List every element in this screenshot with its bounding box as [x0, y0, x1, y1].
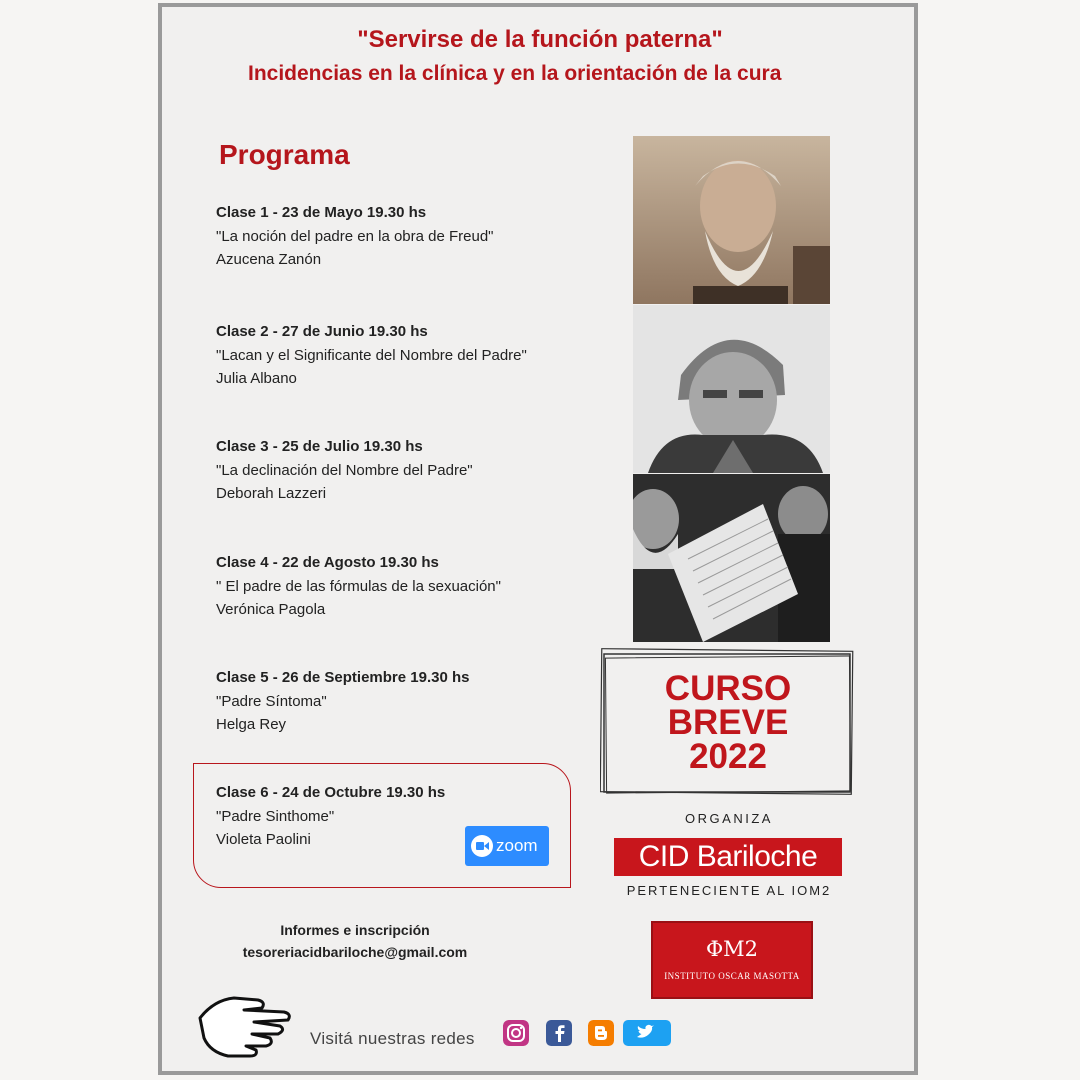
pointing-hand-icon: [196, 990, 296, 1060]
informes-label: Informes e inscripción: [280, 922, 430, 938]
lacan-portrait: [633, 305, 830, 473]
class-heading: Clase 2 - 27 de Junio 19.30 hs: [216, 323, 428, 340]
organiza-label: ORGANIZA: [685, 811, 773, 826]
freud-lacan-collage: [633, 474, 830, 642]
class-topic: "La declinación del Nombre del Padre": [216, 461, 473, 479]
class-topic: " El padre de las fórmulas de la sexuación": [216, 577, 501, 595]
class-topic: "Padre Sinthome": [216, 807, 335, 825]
class-heading: Clase 4 - 22 de Agosto 19.30 hs: [216, 554, 439, 571]
poster-subtitle: Incidencias en la clínica y en la orientación de la cura: [248, 62, 782, 85]
curso-line-2: BREVE: [667, 703, 789, 742]
zoom-camera-icon: [471, 835, 493, 857]
class-speaker: Julia Albano: [216, 370, 297, 387]
perteneciente-label: PERTENECIENTE AL IOM2: [626, 883, 832, 898]
class-heading: Clase 6 - 24 de Octubre 19.30 hs: [216, 784, 446, 801]
class-speaker: Azucena Zanón: [216, 251, 322, 268]
class-2: [216, 320, 527, 391]
class-5: [216, 666, 469, 737]
freud-portrait: [633, 136, 830, 304]
class-topic: "La noción del padre en la obra de Freud": [216, 227, 494, 245]
instagram-icon[interactable]: [503, 1020, 529, 1046]
twitter-icon[interactable]: [623, 1020, 671, 1046]
blogger-icon[interactable]: [588, 1020, 614, 1046]
fm2-logo: [651, 921, 813, 999]
poster-title: "Servirse de la función paterna": [357, 26, 723, 53]
programa-heading: Programa: [219, 139, 350, 170]
class-topic: "Padre Síntoma": [216, 692, 327, 710]
class-topic: "Lacan y el Significante del Nombre del Padre": [216, 346, 527, 364]
class-1: [216, 201, 494, 272]
curso-line-3: 2022: [689, 737, 767, 776]
zoom-label: zoom: [496, 836, 538, 855]
class-speaker: Violeta Paolini: [216, 831, 311, 848]
class-4: [216, 551, 501, 622]
class-speaker: Verónica Pagola: [216, 601, 326, 618]
class-speaker: Helga Rey: [216, 716, 287, 733]
curso-line-1: CURSO: [664, 669, 792, 708]
class-heading: Clase 1 - 23 de Mayo 19.30 hs: [216, 204, 427, 221]
class-6: [216, 781, 445, 852]
contact-email[interactable]: tesoreriacidbariloche@gmail.com: [242, 944, 468, 960]
cid-bariloche-logo: CID Bariloche: [614, 838, 842, 876]
zoom-logo: [465, 826, 549, 866]
facebook-icon[interactable]: [546, 1020, 572, 1046]
informes-block: [230, 919, 480, 963]
class-3: [216, 435, 473, 506]
fm2-institute: INSTITUTO OSCAR MASOTTA: [664, 971, 800, 981]
social-label: Visitá nuestras redes: [310, 1029, 475, 1048]
fm2-symbol: ΦM2: [705, 937, 759, 961]
class-speaker: Deborah Lazzeri: [216, 485, 327, 502]
class-heading: Clase 5 - 26 de Septiembre 19.30 hs: [216, 669, 470, 686]
curso-breve-title: [600, 669, 856, 776]
class-heading: Clase 3 - 25 de Julio 19.30 hs: [216, 438, 423, 455]
